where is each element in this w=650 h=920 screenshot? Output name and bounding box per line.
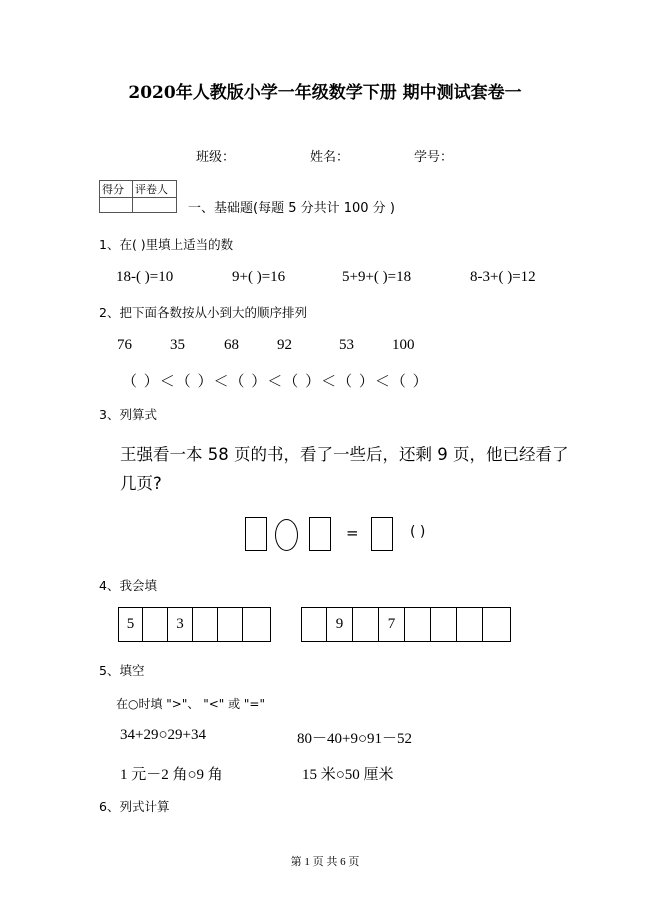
q5-comparison-2: 80－40+9○91－52 — [297, 731, 413, 747]
q2-number: 35 — [170, 337, 185, 353]
operator-circle — [275, 519, 298, 551]
grid-cell: 5 — [119, 608, 143, 641]
page-footer: 第 1 页 共 6 页 — [290, 856, 360, 868]
grid-cell — [302, 608, 327, 641]
question-3-label: 3、列算式 — [99, 407, 157, 422]
grid-cell: 3 — [168, 608, 193, 641]
q3-problem-line-1: 王强看一本 58 页的书，看了一些后，还剩 9 页，他已经看了 — [120, 445, 569, 464]
name-label: 姓名： — [310, 150, 350, 165]
section-heading: 一、基础题(每题 5 分共计 100 分 ) — [188, 201, 395, 216]
grid-cell — [353, 608, 379, 641]
question-1-label: 1、在( )里填上适当的数 — [99, 237, 234, 252]
score-header: 得分 — [100, 181, 133, 198]
q2-number: 76 — [117, 337, 132, 353]
q5-comparison-3: 1 元－2 角○9 角 — [120, 767, 223, 783]
grid-cell — [457, 608, 483, 641]
q3-problem-line-2: 几页? — [120, 474, 162, 493]
grid-cell: 7 — [379, 608, 405, 641]
answer-box — [245, 517, 267, 551]
q2-number: 100 — [392, 337, 415, 353]
grid-cell — [243, 608, 270, 641]
q2-number: 92 — [277, 337, 292, 353]
question-5-label: 5、填空 — [99, 663, 145, 678]
question-6-label: 6、列式计算 — [99, 799, 170, 814]
q1-equation-2: 9+( )=16 — [232, 269, 286, 285]
answer-box — [309, 517, 331, 551]
q2-number: 53 — [339, 337, 354, 353]
question-4-label: 4、我会填 — [99, 578, 157, 593]
class-label: 班级： — [196, 150, 236, 165]
q1-equation-3: 5+9+( )=18 — [342, 269, 412, 285]
q5-comparison-4: 15 米○50 厘米 — [302, 767, 394, 783]
q2-number: 68 — [224, 337, 239, 353]
student-id-label: 学号： — [414, 150, 454, 165]
grid-cell — [193, 608, 218, 641]
grid-cell — [483, 608, 510, 641]
number-grid-1 — [118, 607, 271, 642]
grader-cell — [133, 198, 177, 213]
q2-ordering-blanks: （ ）＜（ ）＜（ ）＜（ ）＜（ ）＜（ ） — [122, 372, 429, 390]
question-2-label: 2、把下面各数按从小到大的顺序排列 — [99, 305, 307, 320]
number-grid-2 — [301, 607, 511, 642]
page-title: 2020年人教版小学一年级数学下册 期中测试套卷一 — [128, 83, 522, 103]
score-table — [99, 180, 177, 213]
q1-equation-1: 18-( )=10 — [116, 269, 174, 285]
grid-cell — [431, 608, 457, 641]
grid-cell — [405, 608, 431, 641]
score-cell — [100, 198, 133, 213]
equals-sign: = — [346, 524, 359, 542]
q5-comparison-1: 34+29○29+34 — [120, 727, 206, 743]
answer-box — [371, 517, 393, 551]
grid-cell — [143, 608, 168, 641]
grader-header: 评卷人 — [133, 181, 177, 198]
q5-instruction: 在○时填 ">"、 "<" 或 "=" — [116, 697, 266, 711]
grid-cell — [218, 608, 243, 641]
unit-blank: ( ) — [410, 524, 426, 540]
q1-equation-4: 8-3+( )=12 — [470, 269, 536, 285]
grid-cell: 9 — [327, 608, 353, 641]
